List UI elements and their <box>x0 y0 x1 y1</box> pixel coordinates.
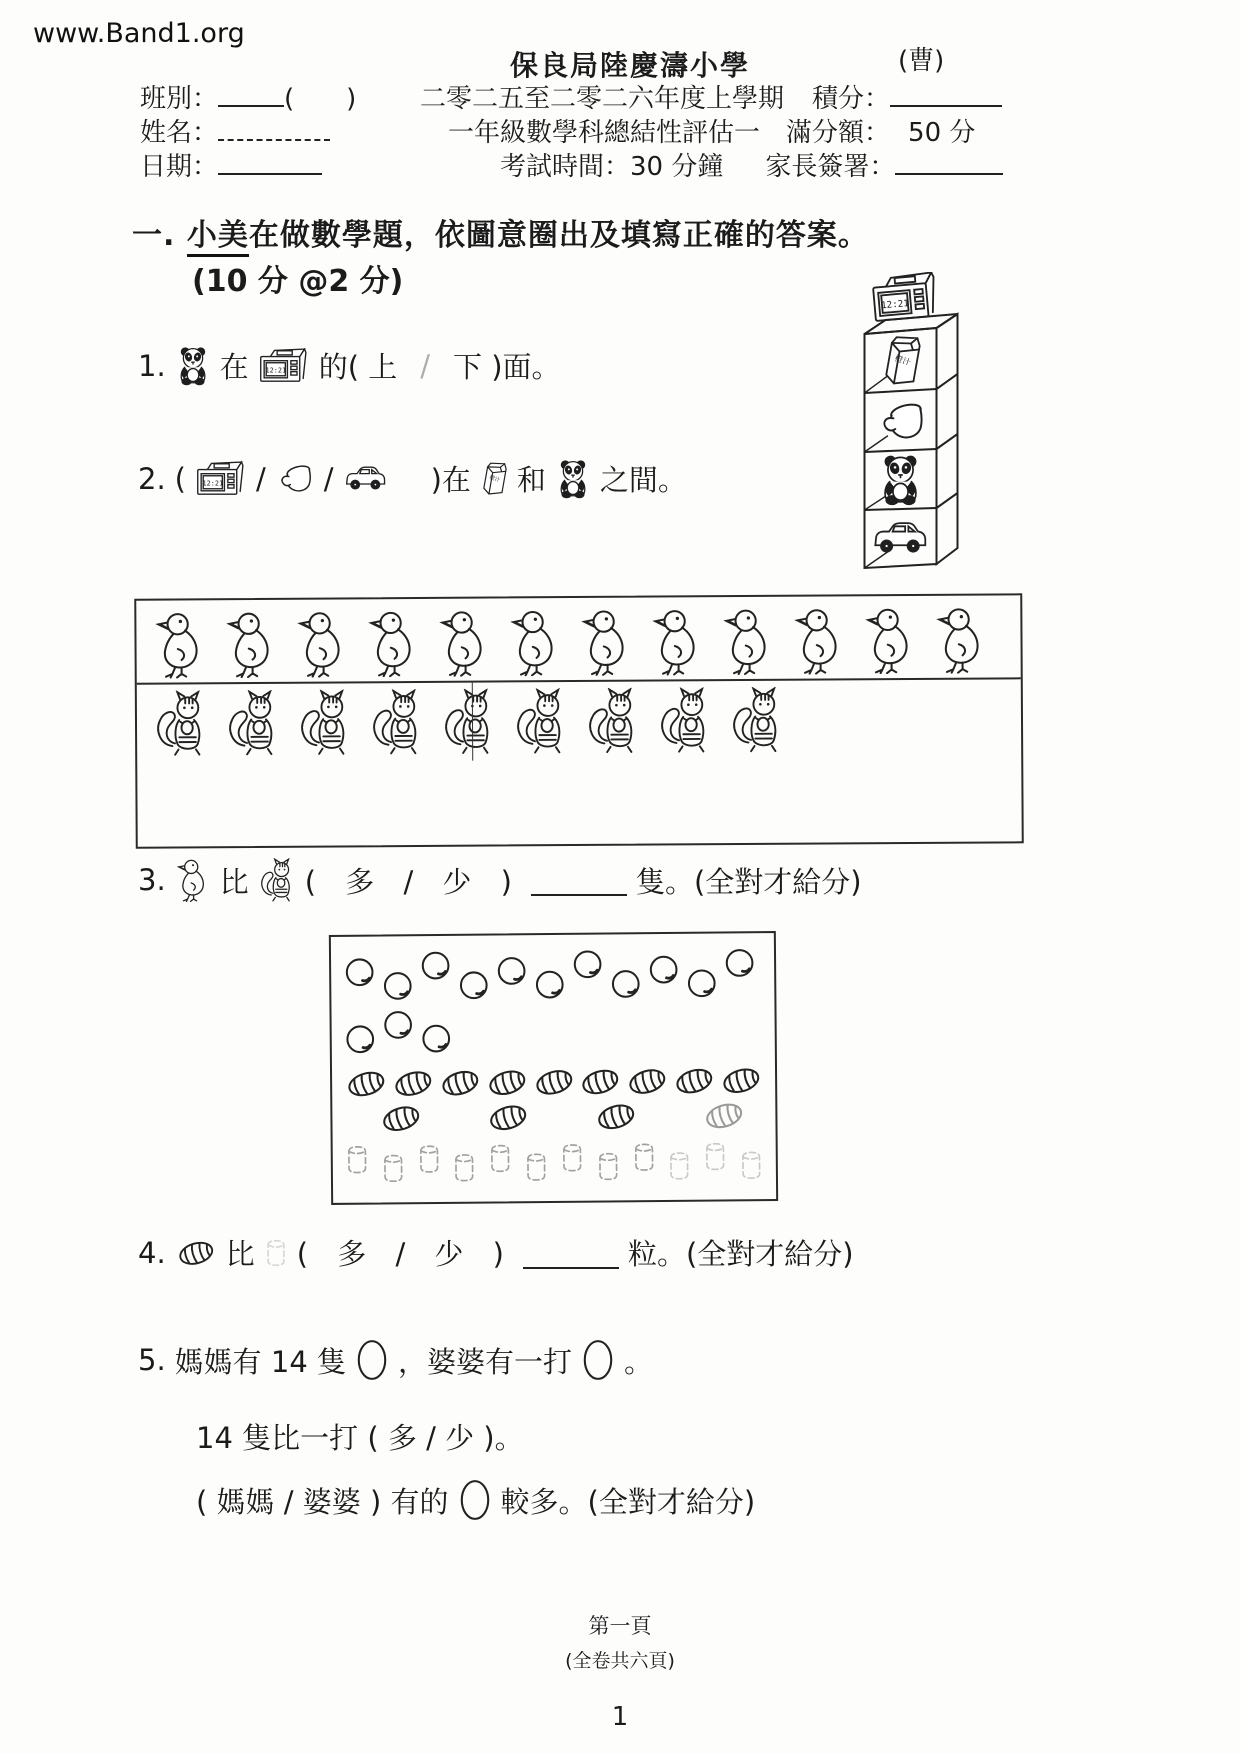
q2-slash2: / <box>323 461 334 496</box>
score-blank <box>890 78 1002 107</box>
food-comparison-box <box>329 931 778 1205</box>
juicebox-icon <box>480 461 508 497</box>
marshmallow-row <box>345 1139 764 1186</box>
time-text: 考試時間：30 分鐘 <box>500 152 724 183</box>
q1-text: 在 <box>219 350 249 384</box>
watermark: www.Band1.org <box>33 18 245 49</box>
q2-end: 之間。 <box>599 463 687 497</box>
bread-icon <box>391 1066 435 1099</box>
duck-icon <box>791 606 847 674</box>
marsh-icon <box>631 1140 656 1174</box>
egg-outline-icon <box>581 1338 615 1382</box>
squirrel-icon <box>513 688 569 754</box>
bread-row-2 <box>378 1098 747 1134</box>
duck-icon <box>152 610 208 678</box>
q3-options: ( 多 / 少 ) <box>304 864 522 899</box>
section-text: 在做數學題，依圖意圈出及填寫正確的答案。 <box>248 218 869 253</box>
class-blank <box>218 78 284 107</box>
question-3 <box>138 858 862 902</box>
bread-icon <box>702 1098 747 1131</box>
duck-icon <box>223 610 279 678</box>
marsh-icon <box>560 1141 585 1175</box>
duck-icon <box>507 608 563 676</box>
question-5-line-3 <box>196 1478 755 1522</box>
q3-answer-blank <box>531 864 627 896</box>
marsh-icon <box>452 1151 477 1185</box>
bread-icon <box>378 1101 423 1134</box>
marsh-icon <box>381 1151 406 1185</box>
q2-and: 和 <box>516 463 546 497</box>
q3-unit: 隻。(全對才給分) <box>635 864 862 899</box>
time-row <box>500 146 1003 183</box>
egg-icon <box>343 957 376 990</box>
question-5-line-2 <box>196 1416 524 1457</box>
duck-icon <box>294 609 350 677</box>
q1-text3: 下 )面。 <box>453 350 561 384</box>
bread-icon <box>438 1066 482 1099</box>
question-4 <box>138 1232 854 1273</box>
egg-icon <box>647 954 680 987</box>
q1-text2: 的( 上 <box>318 350 398 384</box>
squirrel-icon <box>225 690 281 756</box>
egg-outline-icon <box>458 1478 492 1522</box>
q1-slash: / <box>420 348 431 383</box>
section-number: 一. <box>132 218 176 253</box>
egg-icon <box>495 955 528 988</box>
car-icon <box>875 523 925 552</box>
bread-icon <box>578 1064 622 1097</box>
bread-icon <box>625 1064 669 1097</box>
q5-line3-text2: 較多。(全對才給分) <box>500 1484 756 1519</box>
egg-group <box>343 947 763 1057</box>
q2-slash1: / <box>256 461 266 496</box>
animal-comparison-box <box>134 593 1024 848</box>
squirrel-icon <box>657 687 713 753</box>
duck-icon <box>649 607 705 675</box>
squirrel-icon <box>258 858 296 902</box>
egg-icon <box>457 970 490 1003</box>
q5-text3: 。 <box>624 1344 654 1379</box>
squirrel-icon <box>369 689 425 755</box>
term-row <box>420 78 1002 115</box>
juicebox-icon <box>885 334 921 387</box>
question-5-line-1 <box>138 1338 653 1382</box>
mug-icon <box>884 402 922 438</box>
bread-icon <box>594 1099 639 1132</box>
class-label: 班別： <box>140 84 219 115</box>
q3-number: 3. <box>138 863 166 897</box>
bread-icon <box>344 1066 388 1099</box>
car-icon <box>343 465 387 492</box>
marsh-icon <box>596 1149 621 1183</box>
q1-number: 1. <box>138 348 166 383</box>
question-1 <box>138 345 561 386</box>
q3-text: 比 <box>219 864 249 899</box>
signature-blank <box>895 146 1003 175</box>
radio-icon <box>195 460 247 497</box>
footer-page-label: 第一頁 <box>588 1614 652 1638</box>
squirrel-icon <box>297 689 353 755</box>
marsh-icon <box>345 1143 370 1177</box>
egg-icon <box>420 1023 453 1056</box>
name-blank <box>218 112 330 141</box>
term-text: 二零二五至二零二六年度上學期 <box>420 84 785 115</box>
egg-outline-icon <box>355 1338 389 1382</box>
panda-icon <box>885 457 916 505</box>
title-row <box>448 112 975 149</box>
score-label: 積分： <box>812 84 891 115</box>
duck-icon <box>862 606 918 674</box>
exam-title: 一年級數學科總結性評估一 <box>448 118 761 148</box>
date-label: 日期： <box>140 152 219 183</box>
duck-row <box>136 595 1020 682</box>
q4-answer-blank <box>523 1236 619 1268</box>
q5-line2-text: 14 隻比一打 ( 多 / 少 )。 <box>196 1421 524 1455</box>
panda-icon <box>555 459 591 499</box>
squirrel-icon <box>153 690 209 756</box>
q5-line3-text1: ( 媽媽 / 婆婆 ) 有的 <box>196 1484 449 1519</box>
radio-icon <box>872 272 937 321</box>
duck-icon <box>175 858 211 902</box>
bread-icon <box>719 1063 763 1096</box>
full-marks-value: 50 分 <box>908 118 976 148</box>
q2-number: 2. <box>138 461 166 496</box>
footer-page-number: 1 <box>611 1702 629 1732</box>
duck-icon <box>933 605 989 673</box>
section-heading <box>132 210 869 254</box>
marsh-icon <box>667 1149 692 1183</box>
egg-icon <box>685 968 718 1001</box>
name-row <box>140 112 330 149</box>
class-paren: ( ) <box>284 84 357 115</box>
marsh-icon <box>703 1139 728 1173</box>
bread-icon <box>486 1100 531 1133</box>
panda-icon <box>175 346 211 386</box>
date-blank <box>218 146 322 175</box>
full-marks-label: 滿分額： <box>786 118 891 148</box>
q5-text1: 媽媽有 14 隻 <box>174 1344 347 1379</box>
bread-icon <box>175 1237 217 1268</box>
section-marks: (10 分 @2 分) <box>192 264 404 299</box>
marsh-icon <box>416 1142 441 1176</box>
bread-icon <box>672 1064 716 1097</box>
q4-unit: 粒。(全對才給分) <box>627 1237 854 1271</box>
q2-paren-close: )在 <box>430 463 471 497</box>
mug-icon <box>275 463 315 494</box>
teacher-tag: (曹) <box>898 46 945 76</box>
duck-icon <box>436 609 492 677</box>
egg-icon <box>344 1024 377 1057</box>
squirrel-icon <box>585 688 641 754</box>
egg-icon <box>381 970 414 1003</box>
class-row <box>140 78 356 115</box>
marsh-icon <box>488 1141 513 1175</box>
q4-text: 比 <box>225 1237 255 1271</box>
school-name: 保良局陸慶濤小學 <box>509 49 750 82</box>
question-2 <box>138 458 687 499</box>
duck-icon <box>578 608 634 676</box>
date-row <box>140 146 322 183</box>
marshmallow-icon <box>264 1238 288 1268</box>
egg-icon <box>381 1009 414 1042</box>
duck-icon <box>720 607 776 675</box>
egg-icon <box>571 949 604 982</box>
egg-icon <box>609 968 642 1001</box>
bread-icon <box>485 1065 529 1098</box>
q5-text2: ，婆婆有一打 <box>398 1344 573 1379</box>
q2-paren-open: ( <box>174 461 186 496</box>
egg-icon <box>419 950 452 983</box>
squirrel-icon <box>729 687 785 753</box>
radio-icon <box>258 347 310 384</box>
shelf-graphic <box>843 272 971 574</box>
squirrel-icon <box>441 689 497 755</box>
section-subject: 小美 <box>187 218 249 257</box>
bread-row-1 <box>344 1063 763 1100</box>
q4-options: ( 多 / 少 ) <box>296 1237 514 1271</box>
footer-total-pages: (全卷共六頁) <box>565 1650 675 1672</box>
egg-icon <box>723 947 756 980</box>
duck-icon <box>365 609 421 677</box>
sign-label: 家長簽署： <box>765 152 896 183</box>
name-label: 姓名： <box>140 118 219 149</box>
marsh-icon <box>739 1148 764 1182</box>
egg-icon <box>533 969 566 1002</box>
squirrel-row <box>137 677 1021 762</box>
q5-number: 5. <box>138 1343 166 1377</box>
marsh-icon <box>524 1150 549 1184</box>
bread-icon <box>532 1065 576 1098</box>
q4-number: 4. <box>138 1235 166 1270</box>
